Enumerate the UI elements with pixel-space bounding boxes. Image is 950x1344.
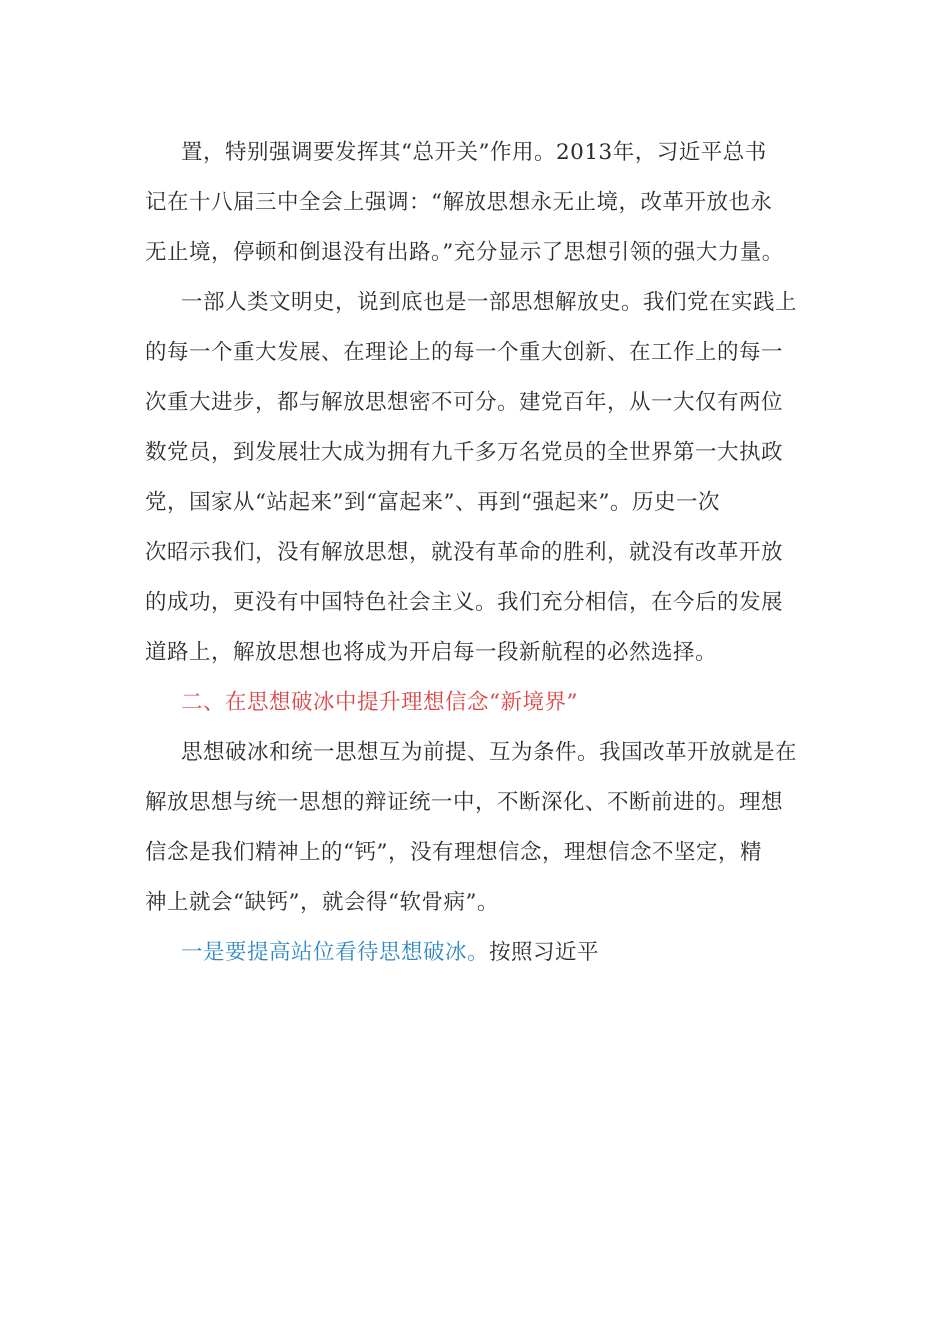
text-line: 数党员，到发展壮大成为拥有九千多万名党员的全世界第一大执政 <box>145 440 784 465</box>
text-line: 党，国家从“站起来”到“富起来”、再到“强起来”。历史一次 <box>145 490 720 515</box>
text-line: 一部人类文明史，说到底也是一部思想解放史。我们党在实践上 <box>181 290 798 315</box>
section-heading-2 <box>145 678 810 728</box>
text-line: 思想破冰和统一思想互为前提、互为条件。我国改革开放就是在 <box>181 740 798 765</box>
paragraph-2 <box>145 278 810 678</box>
paragraph-3 <box>145 728 810 928</box>
text-line: 记在十八届三中全会上强调：“解放思想永无止境，改革开放也永 <box>145 190 773 215</box>
text-line: 无止境，停顿和倒退没有出路。”充分显示了思想引领的强大力量。 <box>145 240 784 265</box>
text-line: 解放思想与统一思想的辩证统一中，不断深化、不断前进的。理想 <box>145 790 784 815</box>
paragraph-1 <box>145 128 810 278</box>
text-line: 神上就会“缺钙”，就会得“软骨病”。 <box>145 890 499 915</box>
text-line: 次昭示我们，没有解放思想，就没有革命的胜利，就没有改革开放 <box>145 540 784 565</box>
paragraph-4 <box>145 928 810 978</box>
text-line <box>145 928 810 978</box>
text-line: 道路上，解放思想也将成为开启每一段新航程的必然选择。 <box>145 640 718 665</box>
text-line: 置，特别强调要发挥其“总开关”作用。2013年，习近平总书 <box>181 140 767 165</box>
section-heading-text: 二、在思想破冰中提升理想信念“新境界” <box>181 690 578 715</box>
text-line: 的每一个重大发展、在理论上的每一个重大创新、在工作上的每一 <box>145 340 784 365</box>
text-continuation: 按照习近平 <box>489 940 600 965</box>
text-line: 的成功，更没有中国特色社会主义。我们充分相信，在今后的发展 <box>145 590 784 615</box>
document-body <box>145 128 810 978</box>
subheading-highlight: 一是要提高站位看待思想破冰。 <box>181 940 490 965</box>
text-line: 次重大进步，都与解放思想密不可分。建党百年，从一大仅有两位 <box>145 390 784 415</box>
text-line: 信念是我们精神上的“钙”，没有理想信念，理想信念不坚定，精 <box>145 840 762 865</box>
